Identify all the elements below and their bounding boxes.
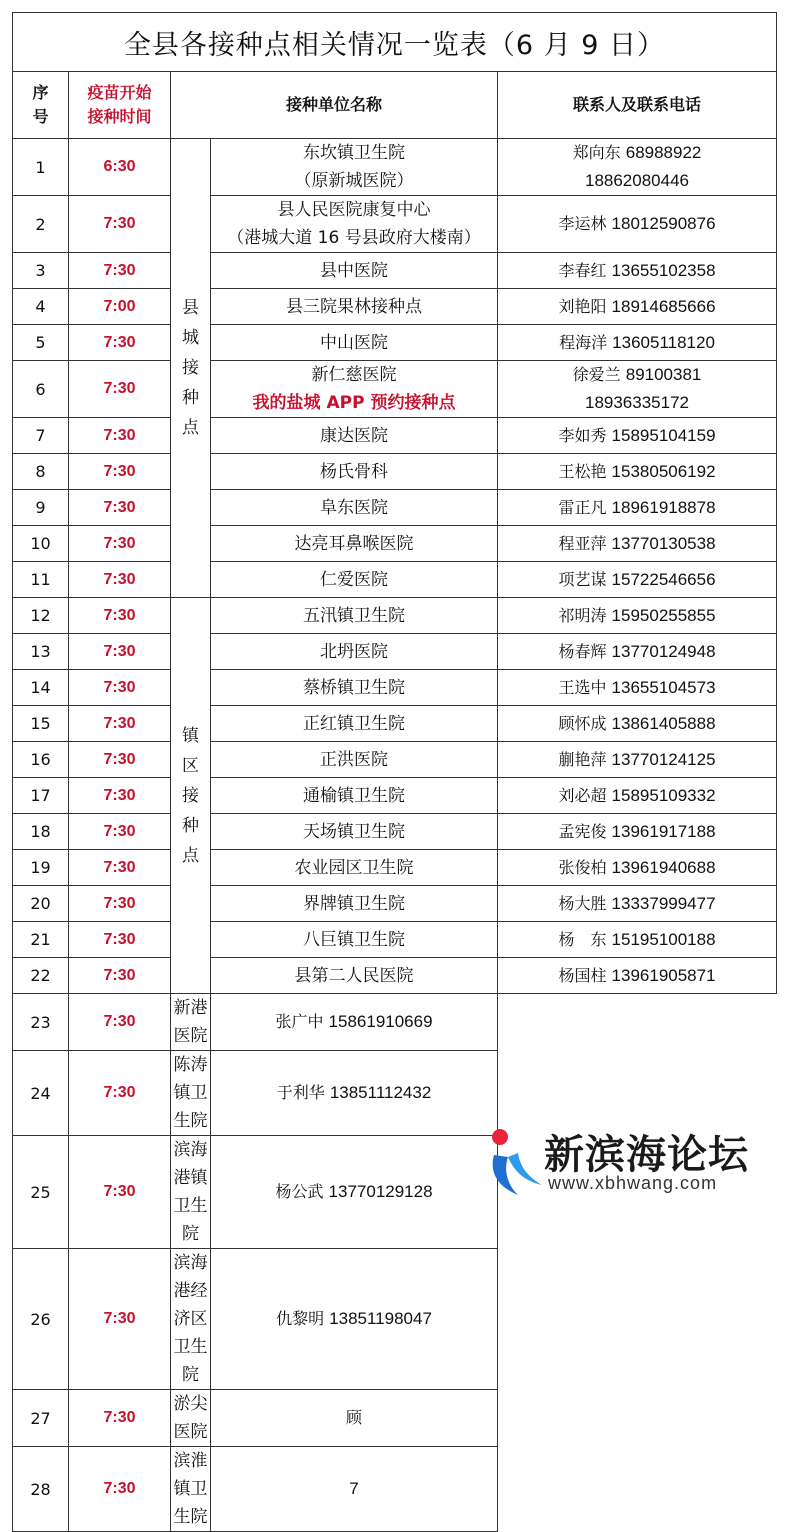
contact-name: 徐爱兰 bbox=[572, 365, 621, 384]
contact-line bbox=[498, 746, 776, 774]
site-name: 蔡桥镇卫生院 bbox=[303, 677, 405, 698]
row-index: 22 bbox=[13, 958, 69, 994]
row-start-time: 7:30 bbox=[69, 361, 171, 418]
site-name: 八巨镇卫生院 bbox=[303, 929, 405, 950]
row-start-time: 7:30 bbox=[69, 253, 171, 289]
row-index: 3 bbox=[13, 253, 69, 289]
contact-phone: 13770124125 bbox=[611, 749, 716, 769]
row-index: 6 bbox=[13, 361, 69, 418]
row-site bbox=[211, 850, 498, 886]
row-index: 20 bbox=[13, 886, 69, 922]
contact-line bbox=[498, 139, 776, 167]
site-name: 新港医院 bbox=[173, 998, 208, 1046]
row-contact bbox=[498, 778, 777, 814]
contact-phone: 7 bbox=[349, 1479, 359, 1498]
row-start-time: 7:30 bbox=[69, 886, 171, 922]
contact-phone: 15895104159 bbox=[611, 425, 716, 445]
row-site bbox=[211, 778, 498, 814]
contact-name: 李如秀 bbox=[558, 425, 607, 445]
row-contact bbox=[498, 742, 777, 778]
contact-name: 孟宪俊 bbox=[558, 821, 607, 841]
site-name: 淤尖医院 bbox=[173, 1394, 208, 1442]
watermark-text: 新滨海论坛 bbox=[544, 1132, 749, 1178]
contact-name: 杨公武 bbox=[275, 1182, 324, 1201]
contact-name: 祁明涛 bbox=[558, 605, 607, 625]
contact-name: 杨春辉 bbox=[558, 641, 607, 661]
contact-line bbox=[498, 361, 776, 389]
contact-phone: 13770130538 bbox=[611, 533, 716, 553]
row-start-time: 7:30 bbox=[69, 1051, 171, 1136]
contact-line bbox=[498, 602, 776, 630]
row-contact bbox=[498, 418, 777, 454]
contact-line bbox=[498, 458, 776, 486]
table-row bbox=[13, 742, 777, 778]
contact-line bbox=[498, 422, 776, 450]
site-name: 天场镇卫生院 bbox=[303, 821, 405, 842]
contact-phone: 18012590876 bbox=[611, 214, 716, 233]
site-name: 界牌镇卫生院 bbox=[303, 893, 405, 914]
row-contact bbox=[498, 958, 777, 994]
row-index: 26 bbox=[13, 1249, 69, 1390]
row-site bbox=[171, 994, 211, 1051]
row-contact bbox=[498, 454, 777, 490]
table-row bbox=[13, 454, 777, 490]
row-start-time: 7:30 bbox=[69, 1136, 171, 1249]
contact-name: 郑向东 bbox=[572, 143, 621, 162]
row-site bbox=[211, 814, 498, 850]
row-start-time: 7:30 bbox=[69, 670, 171, 706]
contact-name: 王松艳 bbox=[558, 461, 607, 481]
row-site bbox=[211, 490, 498, 526]
header-index bbox=[13, 72, 69, 139]
contact-line bbox=[498, 710, 776, 738]
contact-line bbox=[498, 494, 776, 522]
contact-phone: 15861910669 bbox=[328, 1012, 433, 1031]
contact-phone: 89100381 bbox=[625, 365, 702, 384]
row-contact bbox=[498, 139, 777, 196]
contact-line bbox=[498, 638, 776, 666]
row-site bbox=[211, 922, 498, 958]
contact-phone: 13861405888 bbox=[611, 713, 716, 733]
row-index: 2 bbox=[13, 196, 69, 253]
row-site bbox=[211, 958, 498, 994]
row-site bbox=[171, 1447, 211, 1532]
forum-logo-icon bbox=[484, 1125, 548, 1199]
header-time-label: 疫苗开始接种时间 bbox=[87, 83, 152, 126]
contact-phone: 13961917188 bbox=[611, 821, 716, 841]
site-name: 滨淮镇卫生院 bbox=[173, 1451, 208, 1527]
row-site bbox=[211, 634, 498, 670]
group-label: 镇区接种点 bbox=[182, 725, 199, 866]
contact-line bbox=[498, 210, 776, 238]
site-name: 杨氏骨科 bbox=[320, 461, 388, 482]
row-site bbox=[211, 454, 498, 490]
contact-line bbox=[211, 1305, 497, 1333]
table-row bbox=[13, 289, 777, 325]
contact-line bbox=[211, 1008, 497, 1036]
site-name: 县三院果林接种点 bbox=[286, 296, 422, 317]
contact-line bbox=[498, 854, 776, 882]
contact-name: 杨 东 bbox=[558, 929, 607, 949]
site-name: 县第二人民医院 bbox=[294, 965, 414, 986]
row-index: 8 bbox=[13, 454, 69, 490]
row-site bbox=[211, 886, 498, 922]
table-row bbox=[13, 958, 777, 994]
row-index: 4 bbox=[13, 289, 69, 325]
contact-line bbox=[498, 818, 776, 846]
row-site bbox=[211, 325, 498, 361]
row-site bbox=[211, 526, 498, 562]
row-index: 7 bbox=[13, 418, 69, 454]
row-start-time: 7:30 bbox=[69, 562, 171, 598]
row-index: 17 bbox=[13, 778, 69, 814]
contact-line bbox=[498, 530, 776, 558]
site-name: 县人民医院康复中心 bbox=[277, 200, 431, 220]
contact-phone: 18961918878 bbox=[611, 497, 716, 517]
site-name: 陈涛镇卫生院 bbox=[173, 1055, 208, 1131]
table-row bbox=[13, 886, 777, 922]
table-row bbox=[13, 994, 777, 1051]
row-contact bbox=[498, 325, 777, 361]
table-row bbox=[13, 361, 777, 418]
contact-name: 李运林 bbox=[558, 214, 607, 233]
site-name: 新仁慈医院 bbox=[311, 365, 397, 385]
row-contact bbox=[498, 526, 777, 562]
table-title: 全县各接种点相关情况一览表（6 月 9 日） bbox=[13, 13, 777, 72]
row-start-time: 7:30 bbox=[69, 706, 171, 742]
row-contact bbox=[211, 1249, 498, 1390]
vaccination-sites-table bbox=[12, 12, 777, 1532]
contact-line bbox=[498, 293, 776, 321]
table-row bbox=[13, 1390, 777, 1447]
contact-line bbox=[498, 257, 776, 285]
row-index: 5 bbox=[13, 325, 69, 361]
site-name: 农业园区卫生院 bbox=[294, 857, 414, 878]
row-start-time: 7:30 bbox=[69, 778, 171, 814]
table-row bbox=[13, 562, 777, 598]
row-index: 19 bbox=[13, 850, 69, 886]
contact-phone: 13770124948 bbox=[611, 641, 716, 661]
contact-phone: 13655104573 bbox=[611, 677, 716, 697]
row-contact bbox=[211, 994, 498, 1051]
row-index: 15 bbox=[13, 706, 69, 742]
table-row bbox=[13, 253, 777, 289]
contact-name: 顾怀成 bbox=[558, 713, 607, 733]
contact-line bbox=[498, 890, 776, 918]
row-index: 23 bbox=[13, 994, 69, 1051]
group-county bbox=[171, 139, 211, 598]
group-town bbox=[171, 598, 211, 994]
contact-line bbox=[498, 962, 776, 990]
table-row bbox=[13, 196, 777, 253]
row-contact bbox=[498, 670, 777, 706]
row-index: 28 bbox=[13, 1447, 69, 1532]
site-name: 五汛镇卫生院 bbox=[303, 605, 405, 626]
contact-name: 程海洋 bbox=[559, 332, 608, 352]
row-start-time: 7:30 bbox=[69, 634, 171, 670]
contact-line bbox=[211, 1079, 497, 1107]
row-site bbox=[211, 253, 498, 289]
row-contact bbox=[498, 814, 777, 850]
row-contact bbox=[498, 490, 777, 526]
table-row bbox=[13, 778, 777, 814]
site-name: 仁爱医院 bbox=[320, 569, 388, 590]
row-site bbox=[211, 418, 498, 454]
site-name: 东坎镇卫生院 bbox=[303, 143, 405, 163]
header-site: 接种单位名称 bbox=[171, 72, 498, 139]
row-site bbox=[171, 1390, 211, 1447]
site-name: 正红镇卫生院 bbox=[303, 713, 405, 734]
contact-name: 仇黎明 bbox=[276, 1309, 325, 1328]
contact-phone: 13961905871 bbox=[611, 965, 716, 985]
row-contact bbox=[498, 196, 777, 253]
contact-name: 张广中 bbox=[275, 1012, 324, 1031]
site-booking-note: 我的盐城 APP 预约接种点 bbox=[252, 393, 456, 413]
row-contact bbox=[498, 850, 777, 886]
row-start-time: 7:30 bbox=[69, 958, 171, 994]
contact-line bbox=[498, 782, 776, 810]
row-index: 12 bbox=[13, 598, 69, 634]
row-contact bbox=[211, 1390, 498, 1447]
contact-name: 程亚萍 bbox=[558, 533, 607, 553]
contact-line bbox=[211, 1475, 497, 1503]
row-start-time: 7:30 bbox=[69, 922, 171, 958]
table-row bbox=[13, 1447, 777, 1532]
site-address: （原新城医院） bbox=[294, 171, 414, 191]
row-site bbox=[171, 1051, 211, 1136]
contact-name: 王选中 bbox=[558, 677, 607, 697]
row-start-time: 7:30 bbox=[69, 598, 171, 634]
row-contact bbox=[498, 634, 777, 670]
row-site bbox=[211, 196, 498, 253]
table-row bbox=[13, 526, 777, 562]
table-row bbox=[13, 598, 777, 634]
contact-phone: 15380506192 bbox=[611, 461, 716, 481]
row-contact bbox=[498, 289, 777, 325]
contact-name: 顾 bbox=[345, 1408, 362, 1427]
site-address: （港城大道 16 号县政府大楼南） bbox=[227, 228, 481, 248]
contact-line bbox=[498, 329, 776, 357]
contact-phone: 13337999477 bbox=[611, 893, 716, 913]
contact-phone: 15722546656 bbox=[611, 569, 716, 589]
table-row bbox=[13, 706, 777, 742]
row-contact bbox=[498, 706, 777, 742]
contact-phone: 13961940688 bbox=[611, 857, 716, 877]
site-name: 县中医院 bbox=[320, 260, 388, 281]
contact-name: 刘必超 bbox=[558, 785, 607, 805]
site-name: 滨海港经济区卫生院 bbox=[173, 1253, 208, 1385]
row-site bbox=[211, 742, 498, 778]
row-start-time: 7:30 bbox=[69, 526, 171, 562]
contact-phone: 18914685666 bbox=[611, 296, 716, 316]
contact-phone-secondary: 18936335172 bbox=[584, 393, 689, 412]
contact-name: 张俊柏 bbox=[558, 857, 607, 877]
row-site bbox=[211, 289, 498, 325]
contact-name: 雷正凡 bbox=[558, 497, 607, 517]
site-name: 阜东医院 bbox=[320, 497, 388, 518]
row-start-time: 7:00 bbox=[69, 289, 171, 325]
row-contact bbox=[211, 1051, 498, 1136]
site-name: 滨海港镇卫生院 bbox=[173, 1140, 208, 1244]
row-contact bbox=[498, 922, 777, 958]
contact-line bbox=[498, 674, 776, 702]
row-contact bbox=[498, 562, 777, 598]
contact-name: 项艺谋 bbox=[558, 569, 607, 589]
site-name: 通榆镇卫生院 bbox=[303, 785, 405, 806]
table-row bbox=[13, 814, 777, 850]
header-contact: 联系人及联系电话 bbox=[498, 72, 777, 139]
row-index: 24 bbox=[13, 1051, 69, 1136]
table-row bbox=[13, 139, 777, 196]
forum-watermark bbox=[484, 1121, 774, 1203]
row-contact bbox=[211, 1447, 498, 1532]
table-row bbox=[13, 922, 777, 958]
table-row bbox=[13, 490, 777, 526]
row-start-time: 7:30 bbox=[69, 1390, 171, 1447]
row-index: 13 bbox=[13, 634, 69, 670]
row-contact bbox=[211, 1136, 498, 1249]
contact-phone: 15895109332 bbox=[611, 785, 716, 805]
contact-line bbox=[211, 1178, 497, 1206]
contact-line bbox=[498, 566, 776, 594]
row-start-time: 7:30 bbox=[69, 994, 171, 1051]
contact-phone: 15950255855 bbox=[611, 605, 716, 625]
table-row bbox=[13, 670, 777, 706]
row-contact bbox=[498, 361, 777, 418]
contact-phone-secondary: 18862080446 bbox=[584, 171, 689, 190]
site-name: 北坍医院 bbox=[320, 641, 388, 662]
row-start-time: 7:30 bbox=[69, 418, 171, 454]
header-index-label: 序号 bbox=[32, 83, 49, 126]
row-index: 1 bbox=[13, 139, 69, 196]
row-site bbox=[171, 1136, 211, 1249]
row-start-time: 7:30 bbox=[69, 325, 171, 361]
contact-phone: 13655102358 bbox=[611, 260, 716, 280]
contact-phone: 13851112432 bbox=[329, 1083, 432, 1102]
contact-line bbox=[498, 926, 776, 954]
row-start-time: 7:30 bbox=[69, 490, 171, 526]
contact-phone: 13770129128 bbox=[328, 1182, 433, 1201]
row-index: 9 bbox=[13, 490, 69, 526]
row-contact bbox=[498, 598, 777, 634]
row-index: 14 bbox=[13, 670, 69, 706]
site-name: 中山医院 bbox=[320, 332, 388, 353]
contact-name: 杨大胜 bbox=[558, 893, 607, 913]
header-time bbox=[69, 72, 171, 139]
table-row bbox=[13, 418, 777, 454]
table-row bbox=[13, 1249, 777, 1390]
contact-name: 蒯艳萍 bbox=[558, 749, 607, 769]
row-site bbox=[211, 361, 498, 418]
row-site bbox=[211, 706, 498, 742]
row-contact bbox=[498, 886, 777, 922]
contact-name: 刘艳阳 bbox=[558, 296, 607, 316]
contact-phone: 15195100188 bbox=[611, 929, 716, 949]
contact-phone: 68988922 bbox=[625, 143, 702, 162]
contact-name: 杨国柱 bbox=[558, 965, 607, 985]
row-site bbox=[211, 598, 498, 634]
table-row bbox=[13, 850, 777, 886]
row-index: 21 bbox=[13, 922, 69, 958]
row-site bbox=[211, 562, 498, 598]
table-body bbox=[13, 139, 777, 1532]
contact-line bbox=[211, 1404, 497, 1432]
row-index: 10 bbox=[13, 526, 69, 562]
row-index: 11 bbox=[13, 562, 69, 598]
table-row bbox=[13, 325, 777, 361]
watermark-url: www.xbhwang.com bbox=[548, 1173, 718, 1193]
row-start-time: 7:30 bbox=[69, 1249, 171, 1390]
row-site bbox=[171, 1249, 211, 1390]
row-index: 25 bbox=[13, 1136, 69, 1249]
row-start-time: 7:30 bbox=[69, 1447, 171, 1532]
row-start-time: 7:30 bbox=[69, 196, 171, 253]
table-row bbox=[13, 634, 777, 670]
row-start-time: 7:30 bbox=[69, 814, 171, 850]
site-name: 达亮耳鼻喉医院 bbox=[294, 533, 414, 554]
site-name: 正洪医院 bbox=[320, 749, 388, 770]
contact-phone: 13851198047 bbox=[329, 1309, 432, 1328]
row-start-time: 7:30 bbox=[69, 454, 171, 490]
row-index: 27 bbox=[13, 1390, 69, 1447]
row-site bbox=[211, 670, 498, 706]
row-start-time: 7:30 bbox=[69, 850, 171, 886]
row-index: 16 bbox=[13, 742, 69, 778]
row-site bbox=[211, 139, 498, 196]
contact-name: 于利华 bbox=[276, 1083, 325, 1102]
row-start-time: 7:30 bbox=[69, 742, 171, 778]
row-contact bbox=[498, 253, 777, 289]
site-name: 康达医院 bbox=[320, 425, 388, 446]
row-index: 18 bbox=[13, 814, 69, 850]
row-start-time: 6:30 bbox=[69, 139, 171, 196]
group-label: 县城接种点 bbox=[182, 298, 199, 438]
contact-phone: 13605118120 bbox=[612, 332, 715, 352]
contact-name: 李春红 bbox=[558, 260, 607, 280]
